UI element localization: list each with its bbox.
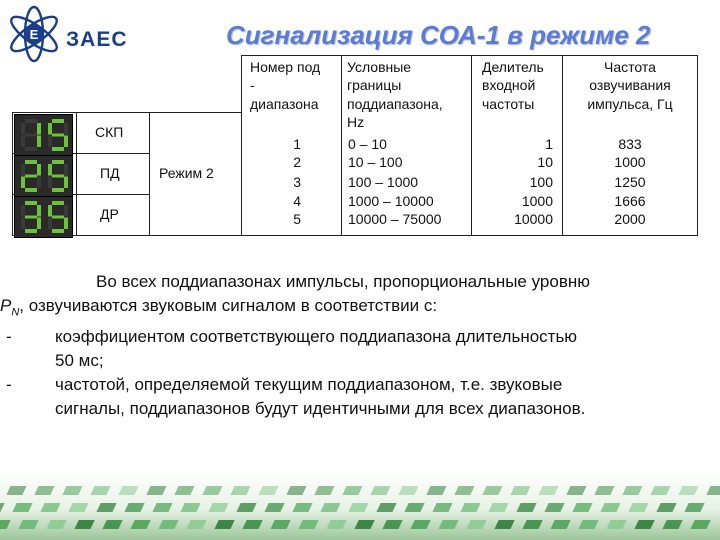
digit-segment bbox=[25, 134, 37, 137]
cell-frequency: 1000 bbox=[614, 154, 646, 170]
cell-number: 3 bbox=[293, 174, 301, 190]
digit-segment bbox=[52, 229, 64, 233]
digit-segment bbox=[21, 123, 25, 135]
cell-number: 1 bbox=[293, 136, 301, 152]
digit-segment bbox=[25, 147, 37, 151]
digit-segment bbox=[37, 177, 41, 189]
digit-segment bbox=[64, 205, 68, 217]
digit-segment bbox=[21, 177, 25, 189]
digit-segment bbox=[37, 218, 41, 230]
logo-text: ЗАЕС bbox=[66, 28, 128, 51]
digit-segment bbox=[48, 123, 52, 135]
digit-segment bbox=[37, 136, 41, 148]
digit-segment bbox=[52, 188, 64, 192]
digit-segment bbox=[37, 164, 41, 176]
digit-segment bbox=[52, 160, 64, 164]
p-symbol: P bbox=[0, 296, 12, 316]
digit-segment bbox=[52, 216, 64, 219]
cell-bounds: 10 – 100 bbox=[348, 154, 403, 170]
indicator-label-pd: ПД bbox=[100, 165, 120, 181]
cell-frequency: 2000 bbox=[614, 211, 646, 227]
digit-display-pd bbox=[14, 155, 73, 197]
digit-segment bbox=[64, 218, 68, 230]
cell-bounds: 100 – 1000 bbox=[348, 174, 419, 190]
cell-frequency: 1666 bbox=[614, 193, 646, 209]
digit-segment bbox=[48, 136, 52, 148]
digit-segment bbox=[25, 229, 37, 233]
digit-segment bbox=[52, 134, 64, 137]
cell-divider: 1000 bbox=[521, 193, 553, 209]
digit-segment bbox=[48, 205, 52, 217]
digit-segment bbox=[25, 188, 37, 192]
digit-segment bbox=[64, 123, 68, 135]
cell-bounds: 10000 – 75000 bbox=[348, 211, 442, 227]
bullet-dash: - bbox=[6, 375, 12, 395]
digit-segment bbox=[21, 205, 25, 217]
cell-bounds: 1000 – 10000 bbox=[348, 193, 434, 209]
digit-segment bbox=[37, 123, 41, 135]
cell-divider: 100 bbox=[529, 174, 553, 190]
para-line-2: $P_N$, озвучиваются звуковым сигналом в соответствии с: bbox=[0, 296, 438, 319]
decorative-footer-band bbox=[0, 470, 720, 540]
cell-number: 2 bbox=[293, 154, 301, 170]
digit-segment bbox=[21, 164, 25, 176]
cell-bounds: 0 – 10 bbox=[348, 136, 387, 152]
cell-number: 4 bbox=[293, 193, 301, 209]
digit-segment bbox=[52, 119, 64, 123]
header-frequency: Частота озвучивания импульса, Гц bbox=[587, 59, 673, 112]
indicator-label-dr: ДР bbox=[100, 206, 119, 222]
bullet-dash: - bbox=[6, 326, 12, 346]
digit-segment bbox=[52, 147, 64, 151]
indicator-label-skp: СКП bbox=[95, 124, 124, 140]
digit-segment bbox=[64, 164, 68, 176]
digit-segment bbox=[25, 119, 37, 123]
digit-segment bbox=[25, 201, 37, 205]
cell-number: 5 bbox=[293, 211, 301, 227]
digit-segment bbox=[64, 177, 68, 189]
description-paragraph bbox=[0, 270, 700, 422]
para-line-1: Во всех поддиапазонах импульсы, пропорциональные уровню bbox=[96, 272, 590, 291]
digit-display-dr bbox=[14, 196, 73, 238]
header-subrange-number: Номер под - диапазона bbox=[250, 59, 321, 112]
cell-divider: 10 bbox=[537, 154, 553, 170]
bullet-item-1: - коэффициентом соответствующего поддиапазона длительностью 50 мс; bbox=[6, 326, 578, 370]
digit-segment bbox=[25, 175, 37, 178]
mode-label: Режим 2 bbox=[159, 165, 214, 181]
digit-segment bbox=[52, 201, 64, 205]
header-divider: Делитель входной частоты bbox=[482, 59, 544, 112]
digit-display-skp bbox=[14, 114, 73, 156]
digit-segment bbox=[48, 177, 52, 189]
digit-segment bbox=[25, 160, 37, 164]
cell-frequency: 1250 bbox=[614, 174, 646, 190]
cell-divider: 1 bbox=[545, 136, 553, 152]
digit-segment bbox=[48, 218, 52, 230]
p-subscript: N bbox=[11, 306, 20, 319]
slide-title: Сигнализация СОА-1 в режиме 2 bbox=[226, 20, 651, 50]
digit-segment bbox=[64, 136, 68, 148]
bullet-item-2: - частотой, определяемой текущим поддиапазоном, т.е. звуковые сигналы, поддиапазонов будут идентичными для всех диапазонов. bbox=[6, 375, 586, 419]
digit-segment bbox=[21, 136, 25, 148]
digit-segment bbox=[25, 216, 37, 219]
digit-segment bbox=[48, 164, 52, 176]
digit-segment bbox=[21, 218, 25, 230]
cell-divider: 10000 bbox=[514, 211, 553, 227]
digit-segment bbox=[37, 205, 41, 217]
header-bounds: Условные границы поддиапазона, Hz bbox=[347, 59, 443, 130]
cell-frequency: 833 bbox=[618, 136, 642, 152]
svg-text:E: E bbox=[29, 27, 39, 42]
digit-segment bbox=[52, 175, 64, 178]
